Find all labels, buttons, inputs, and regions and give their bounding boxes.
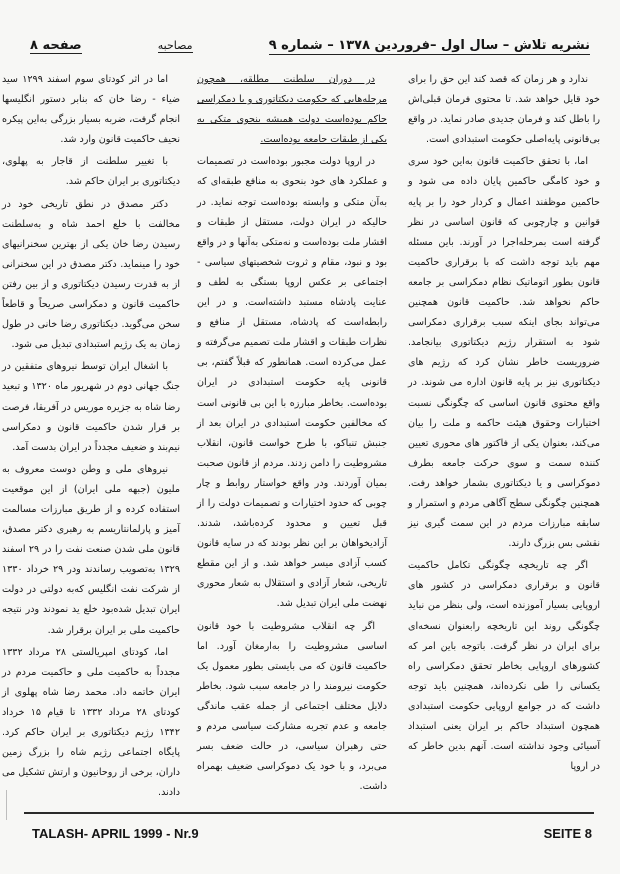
- paragraph: اما در اثر کودتای سوم اسفند ۱۲۹۹ سید ضیاء - رضا خان که بنابر دستور انگلیسها انجام گرفت، ضربه بسیار بزرگی به‌این پیکره نحیف حاکمیت قانون وارد شد.: [2, 74, 180, 146]
- paragraph: نیروهای ملی و وطن دوست معروف به ملیون (جبهه ملی ایران) از این موقعیت استفاده کرده و از طریق مبارزات مسالمت آمیز و پارلمانتاریسم به رهبری دکتر مصدق، قانون ملی شدن صنعت نفت را در ۲۹ اسفند ۱۳۲۹ به‌تصویب رساندند ودر ۲۹ خرداد ۱۳۳۰ از شرکت نفت انگلیس که‌به دولتی در دولت ایران تبدیل شده‌بود خلع ید نمودند ودر نتیجه حاکمیت ملی بر ایران برقرار شد.: [2, 463, 180, 636]
- paragraph: در دوران سلطنت مطلقه، همچون مرحله‌هایی که حکومت دیکتاتوری و یا دمکراسی حاکم بوده‌است دولت همیشه بنحوی متکی به یکی از طبقات جامعه بوده‌است.: [197, 74, 387, 146]
- paragraph: اگر چه انقلاب مشروطیت با خود قانون اساسی مشروطیت را به‌ارمغان آورد. اما حاکمیت قانون که می بایستی بطور معمول یک حکومت نیرومند را در جامعه سبب شود. بخاطر دلایل مختلف اجتماعی از جمله عقب ماندگی جامعه و عدم تجربه مشارکت سیاسی مردم و حتی رهبران سیاسی، در حالت ضعف بسر می‌برد، و با خود یک دموکراسی ضعیف بهمراه داشت.: [197, 620, 387, 793]
- paragraph: با تغییر سلطنت از قاجار به پهلوی، دیکتاتوری بر ایران حاکم شد.: [2, 156, 180, 188]
- footer-rule: [24, 812, 594, 814]
- paragraph: در اروپا دولت مجبور بوده‌است در تصمیمات و عملکرد های خود بنحوی به منافع طبقه‌ای که به‌آن متکی و وابسته بوده‌است توجه نماید. در حالیکه در ایران دولت، مستقل از طبقات و اقشار ملت بوده‌است و نه‌متکی به‌آنها و در واقع بود و نبود، مقام و ثروت شخصیتهای سیاسی - اجتماعی بر عکس اروپا بستگی به لطف و عنایت پادشاه مستبد داشته‌است. و در این رابطه‌است که پادشاه، مستقل از منافع و نظرات طبقات و اقشار ملت تصمیم می‌گرفته و عمل می‌کرده است. همانطور که قبلاً گفتم، بی قانونی پایه حکومت استبدادی در ایران بوده‌است. بخاطر مبارزه با این بی قانونی است که مخالفین حکومت استبدادی در ایران بعد از جنبش تنباکو، با طرح خواست قانون، انقلاب مشروطیت را دامن زدند. مردم از قانون صحبت بمیان آوردند. ودر واقع خواستار روابط و چار چوبی که حدود اختیارات و تصمیمات دولت را از قبل تعیین و محدود کرده‌باشد، شدند. آزادیخواهان بر این نظر بودند که در سایه قانون کسب آزادی میسر خواهد شد. و از این مقطع تاریخی، شعار آزادی و استقلال به شعار محوری نهضت ملی ایران تبدیل شد.: [197, 156, 387, 610]
- page-footer: [24, 826, 594, 844]
- section-title: مصاحبه: [157, 39, 193, 52]
- article-body: [2, 70, 600, 799]
- footer-publication: TALASH- APRIL 1999 - Nr.9: [32, 826, 199, 841]
- column-right: [408, 70, 600, 790]
- paragraph: ندارد و هر زمان که قصد کند این حق را برای خود قایل خواهد شد. تا محتوی فرمان قبلی‌اش را باطل کند و فرمان جدیدی صادر نماید. در واقع بی‌قانونی پایه‌اصلی حکومت استبدادی است.: [408, 74, 600, 146]
- paragraph: دکتر مصدق در نطق تاریخی خود در مخالفت با خلع احمد شاه و به‌سلطنت رسیدن رضا خان یکی از بهترین سخنرانیهای خود را مینماید. دکتر مصدق در این سخنرانی از به قدرت رسیدن دیکتاتوری و از بین رفتن حاکمیت قانون و دمکراسی صریحاً و قاطعاً سخن می‌گوید. دیکتاتوری رضا خانی در طول زمان به یک رژیم استبدادی تبدیل می شود.: [2, 198, 180, 351]
- page-number: صفحه ۸: [30, 38, 82, 53]
- issue-line: نشریه تلاش – سال اول –فروردین ۱۳۷۸ – شماره ۹: [268, 38, 590, 53]
- paragraph: اما، با تحقق حاکمیت قانون به‌این خود سری و خود کامگی حاکمین پایان داده می شود و حاکمین موظفند اعمال و کردار خود را بر پایه قوانین و چارچوبی که قانون اساسی در نظر گرفته است بمرحله‌اجرا در آورند. باین مسئله مهم باید توجه داشت که با برقراری حاکمیت قانون بطور اتوماتیک نظام دمکراسی بر جامعه حاکم نخواهد شد. حاکمیت قانون همچنین می‌تواند بجای اینکه سبب برقراری دمکراسی شود به استقرار رژیم دیکتاتوری بیانجامد. ضروریست خاطر نشان کرد که رژیم های دیکتاتوری نیز بر پایه قانون اداره می شوند. در واقع محتوی قانون اساسی که چگونگی نسبت اختیارات وحقوق هیئت حاکمه و ملت را بیان می‌کند، بعنوان یکی از فاکتور های محوری تعیین کننده سمت و سوی حرکت جامعه بطرف دموکراسی و یا دیکتاتوری بشمار خواهد رفت. همچنین چگونگی سطح آگاهی مردم و استمرار و سابقه مبارزات مردم در این سمت گیری نیز نقشی بس بزرگ دارند.: [408, 156, 600, 550]
- footer-page-number: SEITE 8: [543, 826, 592, 841]
- page-header: [30, 38, 590, 62]
- paragraph: با اشغال ایران توسط نیروهای متفقین در جنگ جهانی دوم در شهریور ماه ۱۳۲۰ و تبعید رضا شاه به جزیره موریس در آفریقا، فرصت بر قرار شدن حاکمیت قانون و دمکراسی نیم‌بند و ضعیف مجدداً در ایران بدست آمد.: [2, 361, 180, 453]
- paragraph: اگر چه تاریخچه چگونگی تکامل حاکمیت قانون و برقراری دمکراسی در کشور های اروپایی بسیار آموزنده است، ولی بنظر من نباید چگونگی روند این تاریخچه رابعنوان نسخه‌ای برای ایران در نظر گرفت. باتوجه باین امر که کشورهای اروپایی بخاطر تحقق دمکراسی راه یکسانی را طی نکرده‌اند، همچنین باید توجه داشت که در جوامع اروپایی حکومت استبدادی همچون استبداد حاکم بر ایران یعنی استبداد آسیائی وجود نداشته است. آنهم بدین خاطر که در اروپا: [408, 560, 600, 773]
- column-left: [2, 70, 181, 799]
- column-middle: [197, 70, 387, 793]
- paragraph: اما، کودتای امپریالستی ۲۸ مرداد ۱۳۳۲ مجدداً به حاکمیت ملی و حاکمیت مردم در ایران خاتمه داد. محمد رضا شاه پهلوی از کودتای ۲۸ مرداد ۱۳۳۲ تا قیام ۱۵ خرداد ۱۳۴۲ رژیم دیکتاتوری بر ایران حاکم کرد. پایگاه اجتماعی رژیم شاه را بزرگ زمین داران، برخی از روحانیون و ارتش تشکیل می دادند.: [2, 646, 181, 799]
